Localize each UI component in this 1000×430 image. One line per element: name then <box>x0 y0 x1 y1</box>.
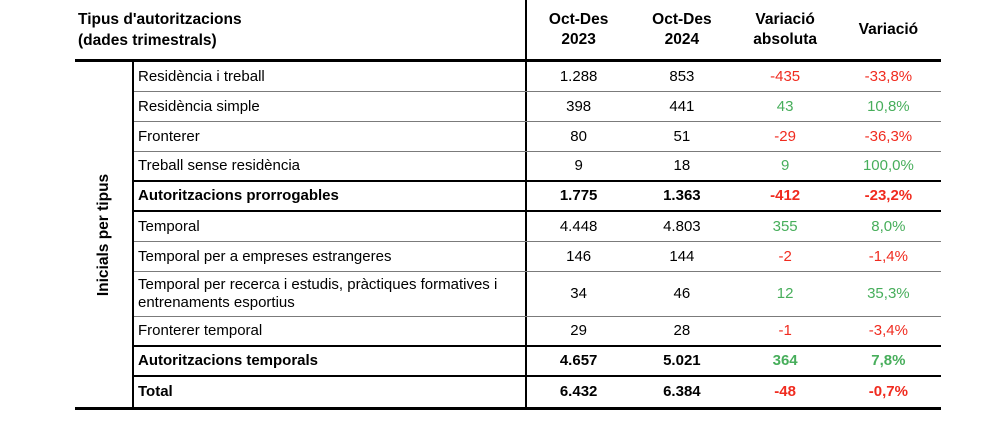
table-rows <box>134 62 941 407</box>
table-row <box>134 242 941 272</box>
cell-oct-des-2024: 6.384 <box>663 383 701 400</box>
cell-variacio-absoluta: -29 <box>774 127 796 145</box>
cell-oct-des-2023: 34 <box>570 285 587 302</box>
cell-oct-des-2024: 441 <box>669 97 695 115</box>
table-row <box>134 182 941 212</box>
cell-variacio-percent: 8,0% <box>871 217 906 235</box>
cell-variacio-absoluta: -412 <box>770 187 801 204</box>
row-label: Residència i treball <box>134 62 527 91</box>
column-header-line1: Variació <box>755 10 815 28</box>
row-label: Total <box>134 377 527 407</box>
row-label: Autoritzacions prorrogables <box>134 182 527 210</box>
cell-oct-des-2023: 1.775 <box>559 187 598 204</box>
column-header-period: Oct-Des <box>548 10 609 28</box>
table-row <box>134 272 941 317</box>
cell-oct-des-2024: 4.803 <box>663 217 701 235</box>
row-label: Temporal <box>134 212 527 241</box>
cell-variacio-absoluta: -2 <box>778 247 792 265</box>
row-label: Residència simple <box>134 92 527 121</box>
cell-variacio-percent: -1,4% <box>868 247 908 265</box>
cell-variacio-percent: 100,0% <box>862 157 914 174</box>
cell-oct-des-2024: 144 <box>669 247 695 265</box>
cell-variacio-percent: -33,8% <box>864 67 913 85</box>
row-label: Autoritzacions temporals <box>134 347 527 375</box>
row-group-label: Inicials per tipus <box>94 173 112 296</box>
table-header-row <box>75 0 941 62</box>
cell-oct-des-2024: 18 <box>673 157 691 174</box>
cell-variacio-absoluta: 364 <box>772 352 798 369</box>
cell-variacio-percent: -23,2% <box>864 187 913 204</box>
row-label: Fronterer temporal <box>134 317 527 345</box>
cell-variacio-absoluta: 12 <box>776 285 794 302</box>
cell-oct-des-2023: 1.288 <box>559 67 598 85</box>
cell-oct-des-2023: 146 <box>566 247 592 265</box>
cell-oct-des-2023: 29 <box>570 322 587 339</box>
cell-oct-des-2023: 80 <box>570 127 587 145</box>
cell-oct-des-2024: 1.363 <box>663 187 701 204</box>
column-header-line1: Variació <box>858 20 919 38</box>
column-header-variacio-absoluta <box>734 0 837 59</box>
row-label: Fronterer <box>134 122 527 151</box>
column-header-line2: absoluta <box>753 30 817 48</box>
table-title-line1: Tipus d'autoritzacions <box>78 10 242 28</box>
table-row <box>134 152 941 182</box>
cell-oct-des-2023: 9 <box>574 157 583 174</box>
cell-variacio-percent: -36,3% <box>864 127 913 145</box>
cell-variacio-percent: -0,7% <box>868 383 908 400</box>
column-header-oct-des-2024 <box>630 0 733 59</box>
table-row <box>134 62 941 92</box>
cell-oct-des-2024: 5.021 <box>663 352 701 369</box>
column-header-variacio <box>837 0 940 59</box>
cell-variacio-absoluta: 9 <box>780 157 790 174</box>
cell-oct-des-2024: 28 <box>673 322 691 339</box>
row-label: Temporal per recerca i estudis, pràctiques formatives i entrenaments esportius <box>134 272 527 316</box>
table-row <box>134 212 941 242</box>
authorizations-table <box>75 0 941 410</box>
column-header-oct-des-2023 <box>527 0 630 59</box>
row-group-cell <box>75 62 134 407</box>
cell-oct-des-2024: 853 <box>669 67 695 85</box>
cell-oct-des-2023: 6.432 <box>559 383 598 400</box>
table-title <box>75 0 527 59</box>
cell-variacio-percent: 10,8% <box>867 97 910 115</box>
cell-oct-des-2024: 51 <box>673 127 691 145</box>
column-header-period: Oct-Des <box>652 10 712 28</box>
cell-oct-des-2024: 46 <box>673 285 691 302</box>
table-row <box>134 377 941 407</box>
row-label: Temporal per a empreses estrangeres <box>134 242 527 271</box>
table-row <box>134 92 941 122</box>
cell-variacio-percent: 35,3% <box>867 285 910 302</box>
cell-oct-des-2023: 4.657 <box>559 352 598 369</box>
cell-variacio-absoluta: 355 <box>772 217 798 235</box>
cell-oct-des-2023: 4.448 <box>559 217 598 235</box>
cell-oct-des-2023: 398 <box>566 97 592 115</box>
cell-variacio-absoluta: -1 <box>778 322 792 339</box>
cell-variacio-absoluta: -435 <box>770 67 801 85</box>
cell-variacio-percent: -3,4% <box>868 322 908 339</box>
cell-variacio-percent: 7,8% <box>871 352 906 369</box>
table-row <box>134 317 941 347</box>
table-title-line2: (dades trimestrals) <box>78 31 217 49</box>
column-header-year: 2023 <box>561 30 596 48</box>
cell-variacio-absoluta: -48 <box>774 383 796 400</box>
table-body <box>75 62 941 410</box>
row-label: Treball sense residència <box>134 152 527 180</box>
table-row <box>134 347 941 377</box>
cell-variacio-absoluta: 43 <box>776 97 794 115</box>
column-header-year: 2024 <box>664 30 700 48</box>
table-row <box>134 122 941 152</box>
